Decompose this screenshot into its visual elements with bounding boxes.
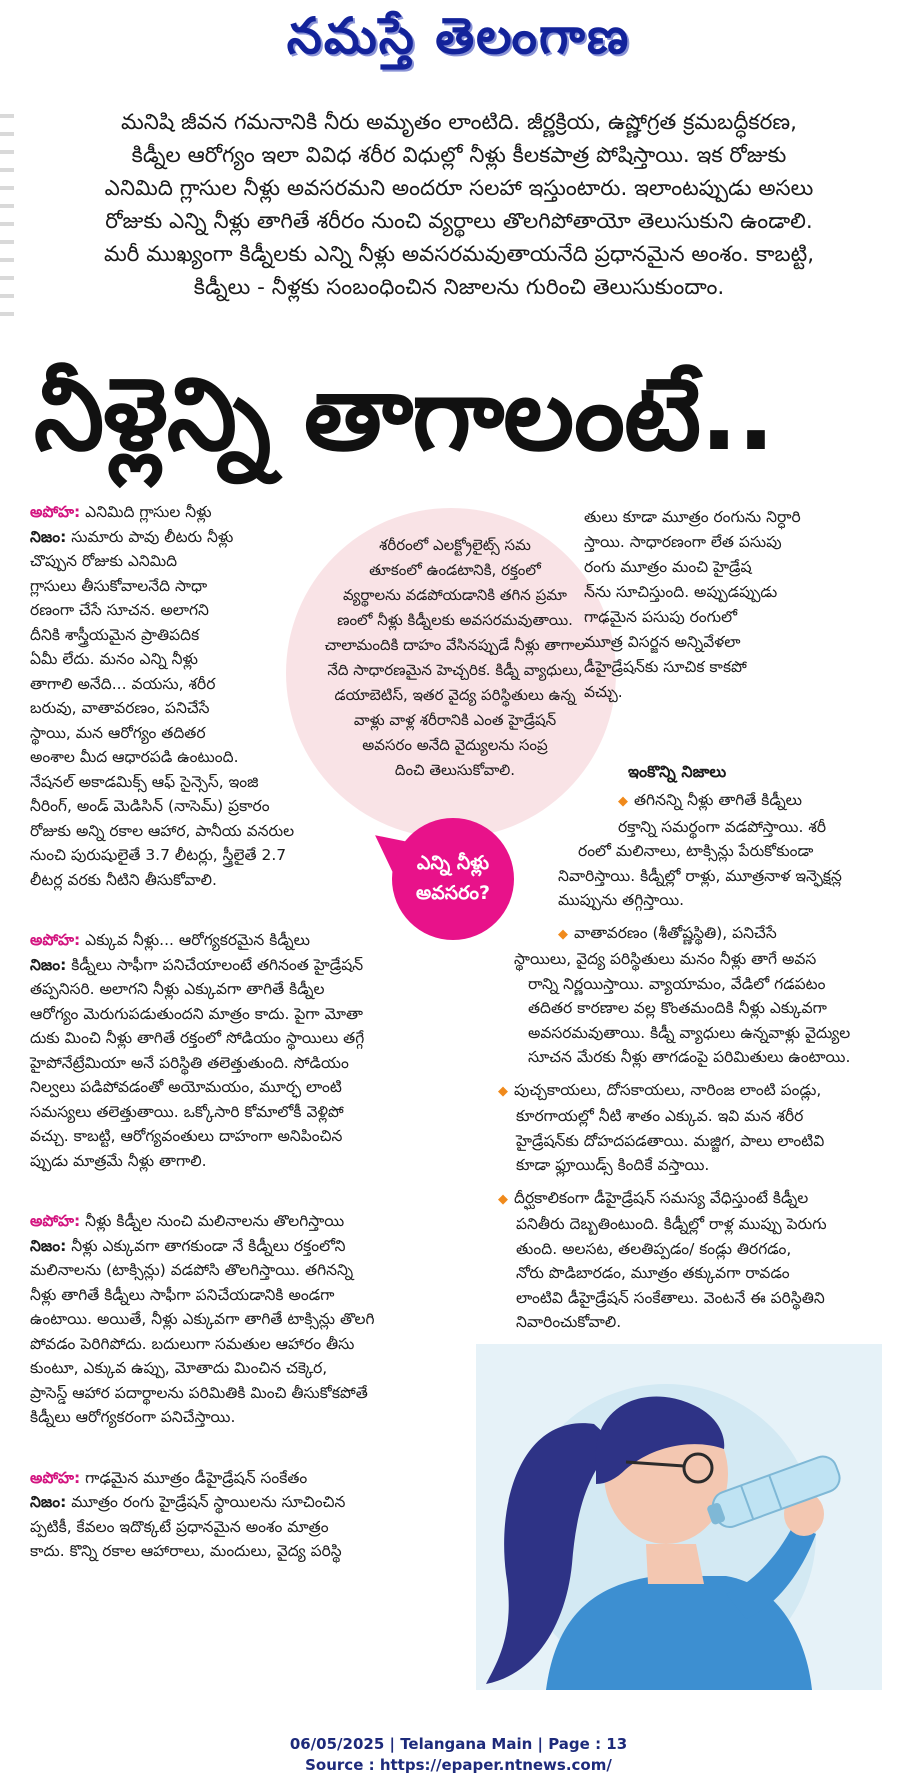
intro-line: మనిషి జీవన గమనానికి నీరు అమృతం లాంటిది. జీర్ణక్రియ, ఉష్ణోగ్రత క్రమబద్ధీకరణ, <box>121 110 797 135</box>
bullet-line: పనితీరు దెబ్బతింటుంది. కిడ్నీల్లో రాళ్ల ముప్పు పెరుగు <box>516 1215 827 1233</box>
intro-line: రోజుకు ఎన్ని నీళ్లు తాగితే శరీరం నుంచి వ్యర్థాలు తొలగిపోతాయో తెలుసుకుని ఉండాలి. <box>105 209 813 234</box>
bullet-line: హైడ్రేషన్‌కు దోహదపడతాయి. మజ్జిగ, పాలు లాంటివి <box>516 1131 825 1150</box>
fact-line: ప్రాసెస్డ్ ఆహార పదార్థాలను పరిమితికి మించి తీసుకోకపోతే <box>30 1383 368 1402</box>
callout-text <box>300 533 610 783</box>
footer <box>0 1734 917 1776</box>
callout-line: దించి తెలుసుకోవాలి. <box>394 761 516 779</box>
facts-bullets <box>498 788 900 1335</box>
bullet-line: నివారించుకోవాలి. <box>516 1313 622 1331</box>
fact-line: కిడ్నీలు సాఫీగా పనిచేయాలంటే తగినంత హైడ్రేషన్ <box>71 955 364 974</box>
diamond-bullet-icon: ◆ <box>558 926 568 942</box>
intro-line: కిడ్నీల ఆరోగ్యం ఇలా వివిధ శరీర విధుల్లో నీళ్లు కీలకపాత్ర పోషిస్తాయి. ఇక రోజుకు <box>131 143 787 168</box>
continuation-line: వచ్చు. <box>584 683 623 701</box>
fact-line: చొప్పున రోజుకు ఎనిమిది <box>30 552 178 570</box>
callout-line: శరీరంలో ఎలక్ట్రోలైట్స్ సమ <box>379 536 531 554</box>
fact-line: మూత్రం రంగు హైడ్రేషన్ స్థాయిలను సూచించిన <box>71 1493 346 1511</box>
bullet-line: నివారిస్తాయి. కిడ్నీల్లో రాళ్లు, మూత్రనాళ ఇన్ఫెక్షన్ల <box>558 866 842 885</box>
fact-line: ఆరోగ్యం మెరుగుపడుతుందని మాత్రం కాదు. పైగా మోతా <box>30 1004 363 1023</box>
fact-line: రోజుకు అన్ని రకాల ఆహార, పానీయ వనరుల <box>30 821 295 840</box>
callout-line: చాలామందికి దాహం వేసినప్పుడే నీళ్లు తాగాల <box>324 636 586 654</box>
bullet-item <box>498 921 900 1070</box>
callout-line: నేది సాధారణమైన హెచ్చరిక. కిడ్నీ వ్యాధులు, <box>327 661 583 679</box>
intro-line: కిడ్నీలు - నీళ్లకు సంబంధించిన నిజాలను గురించి తెలుసుకుందాం. <box>193 275 725 300</box>
fact-line: బరువు, వాతావరణం, పనిచేసే <box>30 699 210 717</box>
margin-decoration <box>0 100 14 330</box>
fact-line: వచ్చు. కాబట్టి, ఆరోగ్యవంతులు దాహంగా అనిపించిన <box>30 1127 343 1145</box>
fact-line: ఉంటాయి. అయితే, నీళ్లు ఎక్కువగా తాగితే టాక్సిన్లు తొలగి <box>30 1310 375 1328</box>
fact-line: నీళ్లు ఎక్కువగా తాగకుండా నే కిడ్నీలు రక్తంలోని <box>71 1236 346 1255</box>
fact-label: నిజం: <box>30 1236 67 1255</box>
fact-line: నేషనల్ అకాడమిక్స్ ఆఫ్ సైన్సెస్, ఇంజి <box>30 772 259 791</box>
bullet-line: తదితర కారణాల వల్ల కొంతమందికి నీళ్లు ఎక్కువగా <box>528 999 827 1017</box>
bullet-line: పుచ్చకాయలు, దోసకాయలు, నారింజ లాంటి పండ్లు, <box>514 1080 822 1099</box>
myth-label: అపోహ: <box>30 931 81 949</box>
bullet-line: రంలో మలినాలు, టాక్సిన్లు పేరుకోకుండా <box>578 842 814 860</box>
callout-line: డయాబెటిస్, ఇతర వైద్య పరిస్థితులు ఉన్న <box>334 686 576 704</box>
fact-line: కిడ్నీలు ఆరోగ్యకరంగా పనిచేస్తాయి. <box>30 1408 236 1426</box>
bullet-line: సూచన మేరకు నీళ్లు తాగడంపై పరిమితులు ఉంటాయి. <box>528 1048 851 1066</box>
continuation-line: డీహైడ్రేషన్‌కు సూచిక కాకపో <box>584 658 747 676</box>
myth-text: ఎనిమిది గ్లాసుల నీళ్లు <box>85 503 212 521</box>
fact-line: నీళ్లు తాగితే కిడ్నీలు సాఫీగా పనిచేయడానికి అండగా <box>30 1285 335 1304</box>
callout-line: వ్యర్థాలను వడపోయడానికి తగిన ప్రమా <box>343 586 567 604</box>
callout-line: ణంలో నీళ్లు కిడ్నీలకు అవసరమవుతాయి. <box>337 611 573 629</box>
bubble-line: అవసరం? <box>416 882 490 904</box>
headline: నీళ్లెన్ని తాగాలంటే.. <box>34 356 774 473</box>
diamond-bullet-icon: ◆ <box>498 1191 508 1207</box>
myth-text: ఎక్కువ నీళ్లు... ఆరోగ్యకరమైన కిడ్నీలు <box>85 931 310 949</box>
continuation-column <box>584 505 894 705</box>
bullet-item <box>498 788 900 913</box>
fact-line: తాగాలి అనేది... వయసు, శరీర <box>30 674 216 693</box>
fact-line: ఏమీ లేదు. మనం ఎన్ని నీళ్లు <box>30 650 198 668</box>
callout-line: వాళ్లు వాళ్ల శరీరానికి ఎంత హైడ్రేషన్ <box>353 711 557 729</box>
fact-line: నుంచి పురుషులైతే 3.7 లీటర్లు, స్త్రీలైతే 2.7 <box>30 846 287 864</box>
bullet-line: రాన్ని నిర్ణయిస్తాయి. వ్యాయామం, వేడిలో గడపటం <box>528 974 826 993</box>
masthead: నమస్తే తెలంగాణ <box>286 6 631 65</box>
continuation-line: గాఢమైన పసుపు రంగులో <box>584 608 738 626</box>
bullet-line: అవసరమవుతాయి. కిడ్నీ వ్యాధులు ఉన్నవాళ్లు వైద్యుల <box>528 1023 851 1042</box>
continuation-line: మూత్ర విసర్జన అన్నివేళలా <box>584 633 741 651</box>
continuation-line: రంగు మూత్రం మంచి హైడ్రేష <box>584 558 752 576</box>
bullet-line: లాంటివి డీహైడ్రేషన్ సంకేతాలు. వెంటనే ఈ పరిస్థితిని <box>516 1288 825 1307</box>
intro-line: మరీ ముఖ్యంగా కిడ్నీలకు ఎన్ని నీళ్లు అవసరమవుతాయనేది ప్రధానమైన అంశం. కాబట్టి, <box>103 242 815 267</box>
myth-block <box>30 1209 470 1430</box>
myth-block <box>30 928 470 1173</box>
bullet-line: రక్తాన్ని సమర్థంగా వడపోస్తాయి. శరీ <box>618 817 827 836</box>
bullet-item <box>498 1078 900 1178</box>
bullet-line: కూడా ఫ్లూయిడ్స్ కిందికే వస్తాయి. <box>516 1156 710 1174</box>
footer-source-line: Source : https://epaper.ntnews.com/ <box>305 1756 612 1774</box>
diamond-bullet-icon: ◆ <box>498 1083 508 1099</box>
callout-line: తూకంలో ఉండటానికి, రక్తంలో <box>369 561 541 579</box>
myth-label: అపోహ: <box>30 503 81 521</box>
bullet-line: స్థాయిలు, వైద్య పరిస్థితులు మనం నీళ్లు తాగే అవస <box>514 950 817 968</box>
fact-line: ప్పటికీ, కేవలం ఇదొక్కటే ప్రధానమైన అంశం మాత్రం <box>30 1517 329 1536</box>
bullet-line: ముప్పును తగ్గిస్తాయి. <box>558 891 685 909</box>
fact-label: నిజం: <box>30 1493 67 1511</box>
fact-line: నిల్వలు పడిపోవడంతో అయోమయం, మూర్ఛ లాంటి <box>30 1078 342 1096</box>
myth-text: నీళ్లు కిడ్నీల నుంచి మలినాలను తొలగిస్తాయి <box>85 1212 345 1230</box>
speech-bubble-text <box>392 848 514 908</box>
woman-drinking-water-illustration <box>476 1344 882 1690</box>
fact-line: దీనికి శాస్త్రీయమైన ప్రాతిపదిక <box>30 625 200 644</box>
facts-heading: ఇంకొన్ని నిజాలు <box>628 762 727 781</box>
fact-line: సమస్యలు తలెత్తుతాయి. ఒక్కోసారి కోమాలోకీ వెళ్లిపో <box>30 1102 344 1121</box>
myth-block <box>30 1466 470 1564</box>
continuation-line: స్తాయి. సాధారణంగా లేత పసుపు <box>584 533 782 551</box>
fact-line: సుమారు పావు లీటరు నీళ్లు <box>71 527 234 546</box>
fact-label: నిజం: <box>30 955 67 974</box>
myth-label: అపోహ: <box>30 1212 81 1230</box>
fact-line: హైపోనేట్రేమియా అనే పరిస్థితి తలెత్తుతుంది. సోడియం <box>30 1053 349 1072</box>
continuation-line: తులు కూడా మూత్రం రంగును నిర్ధారి <box>584 508 801 526</box>
footer-edition-line: 06/05/2025 | Telangana Main | Page : 13 <box>289 1735 628 1753</box>
bullet-line: తుంది. అలసట, తలతిప్పడం/ కండ్లు తిరగడం, <box>516 1239 792 1258</box>
myth-text: గాఢమైన మూత్రం డీహైడ్రేషన్ సంకేతం <box>85 1468 308 1487</box>
fact-line: రణంగా చేసే సూచన. అలాగని <box>30 601 209 619</box>
bullet-line: దీర్ఘకాలికంగా డీహైడ్రేషన్ సమస్య వేధిస్తుంటే కిడ్నీల <box>514 1188 809 1207</box>
fact-label: నిజం: <box>30 527 67 546</box>
fact-line: స్థాయి, మన ఆరోగ్యం తదితర <box>30 723 206 742</box>
bullet-line: తగినన్ని నీళ్లు తాగితే కిడ్నీలు <box>634 791 803 809</box>
fact-line: కుంటూ, ఎక్కువ ఉప్పు, మోతాదు మించిన చక్కెర, <box>30 1359 328 1377</box>
intro-paragraph <box>28 106 890 304</box>
bullet-line: కూరగాయల్లో నీటి శాతం ఎక్కువ. ఇవి మన శరీర <box>516 1107 804 1125</box>
fact-line: లీటర్ల వరకు నీటిని తీసుకోవాలి. <box>30 870 217 889</box>
myth-label: అపోహ: <box>30 1468 81 1487</box>
continuation-line: న్‌ను సూచిస్తుంది. అప్పుడప్పుడు <box>584 583 778 601</box>
bullet-item <box>498 1186 900 1335</box>
fact-line: తప్పనిసరి. అలాగని నీళ్లు ఎక్కువగా తాగితే కిడ్నీల <box>30 980 325 998</box>
fact-line: నీరింగ్, అండ్ మెడిసిన్ (నాసెమ్) ప్రకారం <box>30 797 270 815</box>
fact-line: కాదు. కొన్ని రకాల ఆహారాలు, మందులు, వైద్య పరిస్థి <box>30 1542 342 1560</box>
callout-line: అవసరం అనేది వైద్యులను సంప్ర <box>362 736 548 754</box>
fact-line: అంశాల మీద ఆధారపడి ఉంటుంది. <box>30 748 239 766</box>
diamond-bullet-icon: ◆ <box>618 794 628 809</box>
intro-line: ఎనిమిది గ్లాసుల నీళ్లు అవసరమని అందరూ సలహా ఇస్తుంటారు. ఇలాంటప్పుడు అసలు <box>104 176 814 201</box>
fact-line: మలినాలను (టాక్సిన్లు) వడపోసి తొలగిస్తాయి. తగినన్ని <box>30 1261 354 1279</box>
fact-line: దుకు మించి నీళ్లు తాగితే రక్తంలో సోడియం స్థాయిలు తగ్గే <box>30 1029 365 1047</box>
fact-line: ప్పుడు మాత్రమే నీళ్లు తాగాలి. <box>30 1151 207 1170</box>
bullet-line: వాతావరణం (శీతోష్ణస్థితి), పనిచేసే <box>574 923 777 942</box>
bubble-line: ఎన్ని నీళ్లు <box>416 852 490 874</box>
fact-line: గ్లాసులు తీసుకోవాలనేది సాధా <box>30 576 208 595</box>
bullet-line: నోరు పొడిబారడం, మూత్రం తక్కువగా రావడం <box>516 1264 790 1282</box>
fact-line: పోవడం పెరిగిపోదు. బదులుగా సమతుల ఆహారం తీసు <box>30 1334 355 1353</box>
